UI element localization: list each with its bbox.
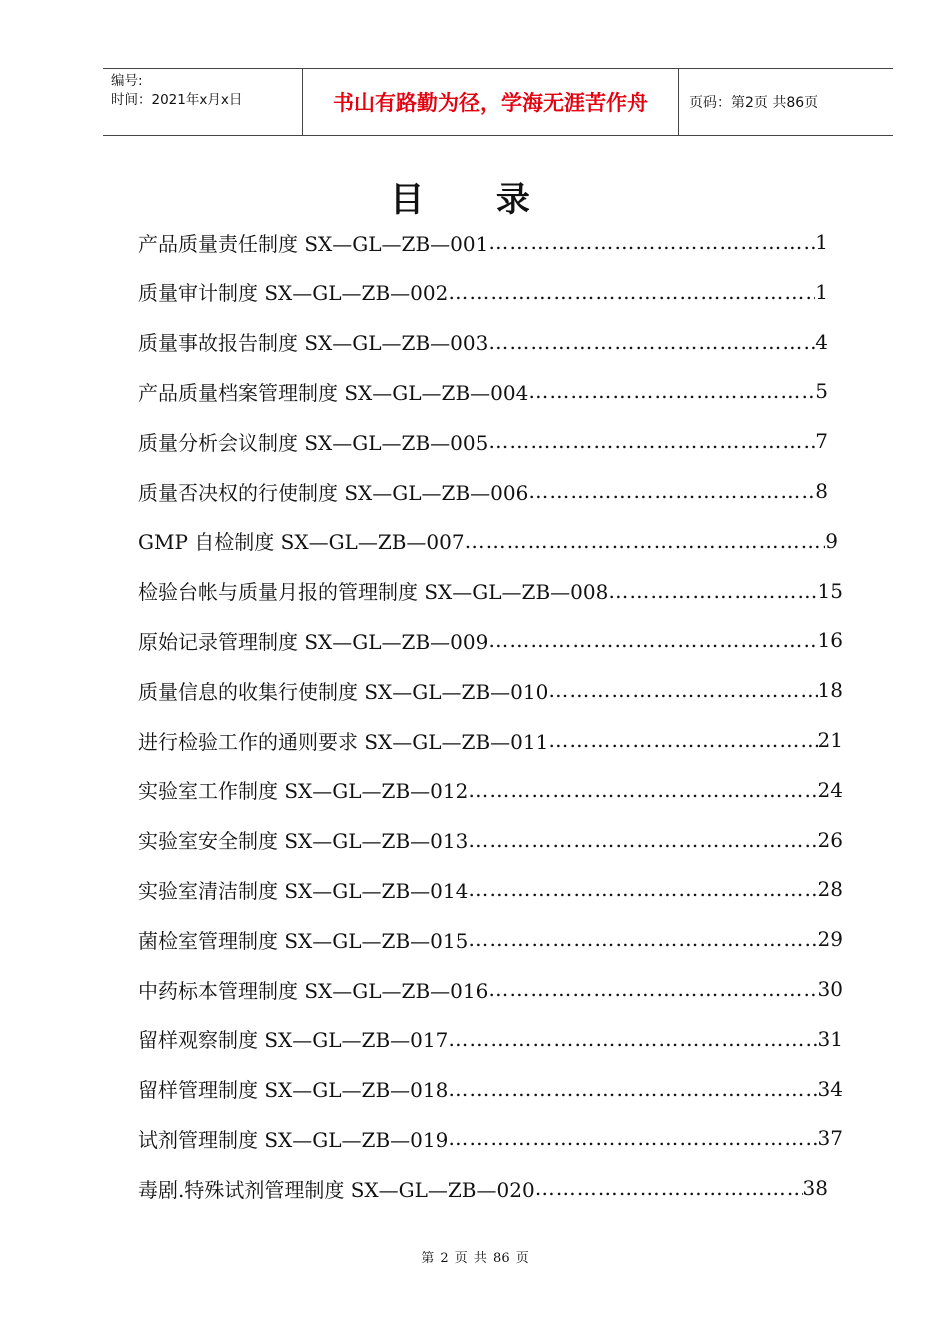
toc-entry[interactable] bbox=[138, 574, 843, 608]
toc-entry-title: 产品质量责任制度 SX—GL—ZB—001 bbox=[138, 231, 489, 256]
toc-leader-dots bbox=[468, 927, 817, 951]
toc-entry-title: 试剂管理制度 SX—GL—ZB—019 bbox=[138, 1127, 449, 1152]
toc-entry-title: 质量信息的收集行使制度 SX—GL—ZB—010 bbox=[138, 679, 549, 704]
toc-entry-title: 进行检验工作的通则要求 SX—GL—ZB—011 bbox=[138, 729, 549, 754]
toc-entry-page: 1 bbox=[815, 230, 828, 254]
toc-entry[interactable] bbox=[138, 723, 843, 757]
toc-leader-dots bbox=[448, 1126, 817, 1150]
toc-entry-title: 检验台帐与质量月报的管理制度 SX—GL—ZB—008 bbox=[138, 580, 609, 605]
toc-entry-page: 30 bbox=[817, 977, 843, 1001]
toc-leader-dots bbox=[488, 230, 815, 254]
toc-leader-dots bbox=[465, 529, 826, 553]
toc-entry[interactable] bbox=[138, 623, 843, 657]
toc-entry-title: 质量否决权的行使制度 SX—GL—ZB—006 bbox=[138, 480, 529, 505]
toc-leader-dots bbox=[528, 379, 815, 403]
toc-entry-title: 原始记录管理制度 SX—GL—ZB—009 bbox=[138, 629, 489, 654]
toc-entry-page: 15 bbox=[817, 578, 843, 603]
toc-leader-dots bbox=[548, 678, 817, 702]
toc-leader-dots bbox=[488, 330, 815, 354]
toc-entry-page: 21 bbox=[817, 728, 843, 752]
toc-leader-dots bbox=[488, 429, 815, 453]
toc-entry-title: 留样管理制度 SX—GL—ZB—018 bbox=[138, 1078, 449, 1103]
toc-leader-dots bbox=[488, 977, 817, 1001]
toc-leader-dots bbox=[488, 628, 817, 652]
toc-entry[interactable] bbox=[138, 1121, 843, 1155]
toc-entry-page: 7 bbox=[815, 429, 828, 454]
page-title: 目 录 bbox=[390, 180, 560, 220]
toc-entry-title: 产品质量档案管理制度 SX—GL—ZB—004 bbox=[138, 380, 529, 405]
toc-entry[interactable] bbox=[138, 1022, 843, 1056]
toc-entry-page: 29 bbox=[817, 927, 843, 952]
toc-entry-page: 28 bbox=[817, 877, 843, 902]
toc-entry-title: 中药标本管理制度 SX—GL—ZB—016 bbox=[138, 978, 489, 1003]
toc-entry-page: 18 bbox=[817, 678, 843, 703]
toc-leader-dots bbox=[608, 579, 817, 603]
toc-entry-title: 菌检室管理制度 SX—GL—ZB—015 bbox=[138, 928, 469, 953]
header-meta bbox=[103, 69, 303, 135]
toc-entry-page: 1 bbox=[815, 279, 828, 304]
toc-entry-page: 8 bbox=[815, 479, 828, 503]
toc-entry-title: 质量审计制度 SX—GL—ZB—002 bbox=[138, 281, 449, 306]
toc-entry-title: 实验室清洁制度 SX—GL—ZB—014 bbox=[138, 878, 469, 903]
toc-entry[interactable] bbox=[138, 374, 828, 408]
toc-entry[interactable] bbox=[138, 225, 828, 259]
toc-entry-title: 实验室工作制度 SX—GL—ZB—012 bbox=[138, 779, 469, 804]
toc-entry-page: 9 bbox=[825, 528, 838, 553]
toc-leader-dots bbox=[528, 479, 815, 503]
page-footer: 第 2 页 共 86 页 bbox=[421, 1251, 529, 1266]
toc-entry-title: 毒剧.特殊试剂管理制度 SX—GL—ZB—020 bbox=[138, 1177, 535, 1202]
toc-leader-dots bbox=[468, 877, 817, 901]
toc-entry-page: 24 bbox=[817, 777, 843, 802]
toc-entry-title: 留样观察制度 SX—GL—ZB—017 bbox=[138, 1028, 449, 1053]
toc-leader-dots bbox=[535, 1176, 803, 1200]
toc-entry[interactable] bbox=[138, 424, 828, 458]
toc-leader-dots bbox=[448, 1077, 817, 1101]
toc-leader-dots bbox=[448, 1027, 817, 1051]
toc-entry-title: 质量分析会议制度 SX—GL—ZB—005 bbox=[138, 430, 489, 455]
toc-entry-page: 4 bbox=[815, 329, 828, 354]
toc-entry-page: 31 bbox=[817, 1026, 843, 1051]
toc-entry[interactable] bbox=[138, 325, 828, 359]
toc-entry[interactable] bbox=[138, 823, 843, 857]
page-header bbox=[103, 68, 893, 136]
toc-entry-page: 37 bbox=[817, 1126, 843, 1151]
toc-leader-dots bbox=[468, 828, 817, 852]
toc-entry[interactable] bbox=[138, 872, 843, 906]
toc-entry-title: 实验室安全制度 SX—GL—ZB—013 bbox=[138, 829, 469, 854]
toc-entry[interactable] bbox=[138, 474, 828, 508]
toc-entry[interactable] bbox=[138, 922, 843, 956]
toc-entry[interactable] bbox=[138, 673, 843, 707]
toc-entry-page: 38 bbox=[802, 1176, 828, 1201]
toc-leader-dots bbox=[548, 728, 817, 752]
toc-leader-dots bbox=[468, 778, 817, 802]
toc-entry[interactable] bbox=[138, 773, 843, 807]
toc-entry-page: 34 bbox=[817, 1076, 843, 1101]
header-page-info: 页码：第2页 共86页 bbox=[689, 95, 819, 111]
toc-entry-title: 质量事故报告制度 SX—GL—ZB—003 bbox=[138, 331, 489, 356]
toc-entry-page: 5 bbox=[815, 379, 828, 404]
toc-entry[interactable] bbox=[138, 972, 843, 1006]
toc-entry[interactable] bbox=[138, 1072, 843, 1106]
toc-entry-title: GMP 自检制度 SX—GL—ZB—007 bbox=[138, 530, 465, 555]
toc-entry[interactable] bbox=[138, 1171, 828, 1205]
toc-leader-dots bbox=[448, 280, 815, 304]
toc-entry-page: 16 bbox=[817, 628, 843, 653]
time-label: 时间：2021年x月x日 bbox=[111, 92, 243, 108]
toc-entry[interactable] bbox=[138, 524, 838, 558]
header-motto: 书山有路勤为径，学海无涯苦作舟 bbox=[303, 69, 679, 135]
number-label: 编号: bbox=[111, 73, 143, 89]
toc-entry[interactable] bbox=[138, 275, 828, 309]
toc-entry-page: 26 bbox=[817, 827, 843, 852]
